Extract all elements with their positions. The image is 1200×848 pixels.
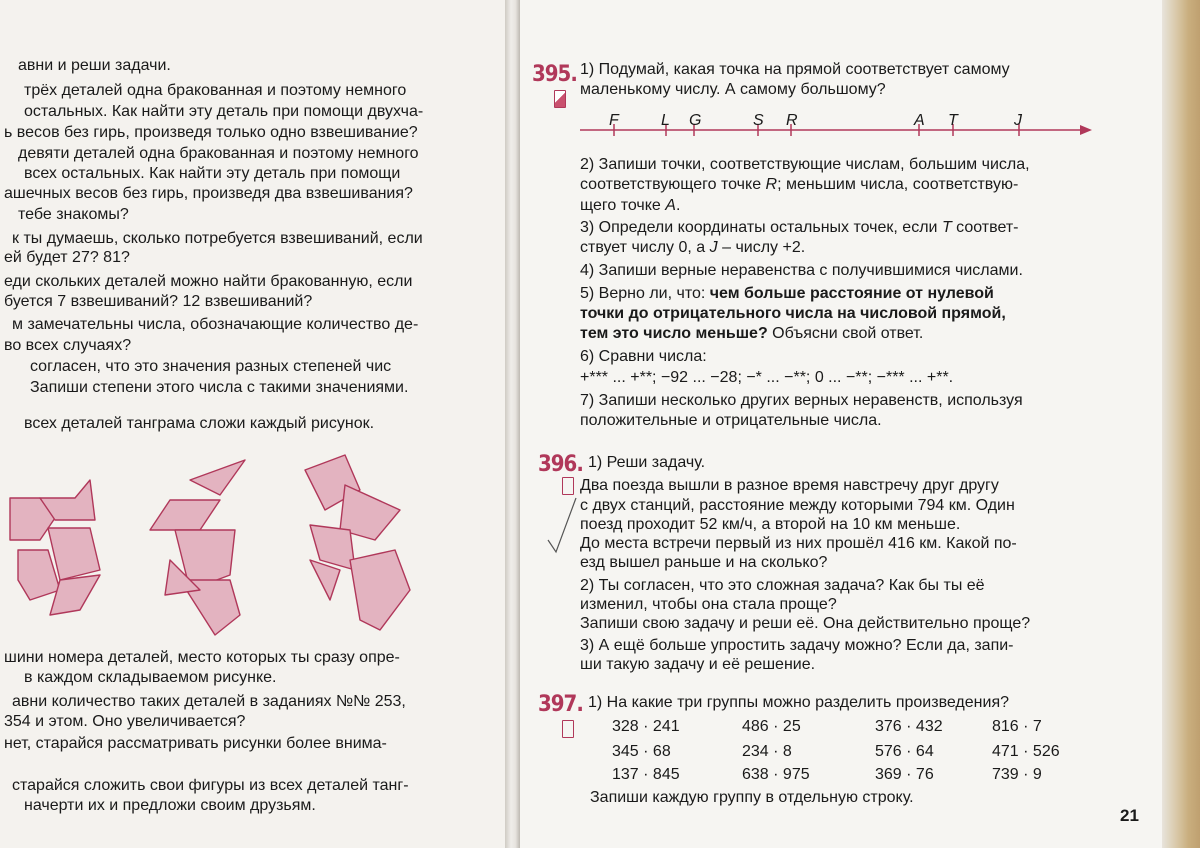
point-label-A: A bbox=[914, 112, 925, 129]
task-396-p3: поезд проходит 52 км/ч, а второй на 10 км меньше. bbox=[580, 516, 961, 533]
point-label-L: L bbox=[661, 112, 670, 129]
tangram-piece bbox=[48, 528, 100, 580]
task-396-q2a: 2) Ты согласен, что это сложная задача? Как бы ты её bbox=[580, 577, 985, 594]
task-395-q3b: ствует числу 0, а bbox=[580, 239, 706, 256]
left-line: девяти деталей одна бракованная и поэтому немного bbox=[18, 145, 419, 162]
point-label-J: J bbox=[1014, 112, 1022, 129]
tangram-figures bbox=[0, 440, 505, 640]
var-A: A bbox=[665, 197, 676, 214]
point-label-R: R bbox=[786, 112, 798, 129]
task-395-q7a: 7) Запиши несколько других верных неравенств, используя bbox=[580, 392, 1023, 409]
task-number-395: 395. bbox=[532, 62, 577, 87]
left-line: ашечных весов без гирь, произведя два взвешивания? bbox=[4, 185, 413, 202]
tangram-piece bbox=[350, 550, 410, 630]
task-396-q3b: ши такую задачу и её решение. bbox=[580, 656, 816, 673]
left-line: буется 7 взвешиваний? 12 взвешиваний? bbox=[4, 293, 313, 310]
left-line: ь весов без гирь, произведя только одно взвешивание? bbox=[4, 124, 418, 141]
task-395-q2a: 2) Запиши точки, соответствующие числам, большим числа, bbox=[580, 156, 1030, 173]
left-line: ей будет 27? 81? bbox=[4, 249, 130, 266]
task-396-q1: 1) Реши задачу. bbox=[588, 454, 706, 471]
left-line: тебе знакомы? bbox=[18, 206, 129, 223]
product-cell: 486 · 25 bbox=[742, 718, 801, 735]
point-label-S: S bbox=[753, 112, 764, 129]
product-cell: 471 · 526 bbox=[992, 743, 1060, 760]
left-line: всех деталей танграма сложи каждый рисунок. bbox=[24, 415, 375, 432]
task-395-q5-line1 bbox=[580, 284, 994, 304]
product-cell: 576 · 64 bbox=[875, 743, 934, 760]
left-line: шини номера деталей, место которых ты сразу опре- bbox=[4, 649, 400, 666]
task-395-q6-expr: +*** ... +**; −92 ... −28; −* ... −**; 0 ... −**; −*** ... +**. bbox=[580, 369, 954, 386]
left-line: авни количество таких деталей в заданиях №№ 253, bbox=[12, 693, 406, 710]
task-395-q2b: соответствующего точке bbox=[580, 176, 762, 193]
task-number-396: 396. bbox=[538, 452, 583, 477]
product-cell: 345 · 68 bbox=[612, 743, 671, 760]
task-396-q2c: Запиши свою задачу и реши её. Она действительно проще? bbox=[580, 615, 1031, 632]
task-395-q5-head: 5) Верно ли, что: bbox=[580, 285, 706, 302]
product-cell: 638 · 975 bbox=[742, 766, 810, 783]
point-label-T: T bbox=[948, 112, 958, 129]
task-396-q3a: 3) А ещё больше упростить задачу можно? Если да, запи- bbox=[580, 637, 1014, 654]
task-395-q2c-line bbox=[580, 196, 680, 216]
left-line: во всех случаях? bbox=[4, 337, 132, 354]
task-395-q5-line3 bbox=[580, 324, 923, 344]
tangram-piece bbox=[18, 550, 60, 600]
point-label-G: G bbox=[689, 112, 702, 129]
task-395-q7b: положительные и отрицательные числа. bbox=[580, 412, 882, 429]
left-line: Запиши степени этого числа с такими значениями. bbox=[30, 379, 409, 396]
product-cell: 376 · 432 bbox=[875, 718, 943, 735]
task-395-q3b-line bbox=[580, 238, 805, 258]
task-396-p1: Два поезда вышли в разное время навстречу друг другу bbox=[580, 477, 999, 494]
left-line: согласен, что это значения разных степеней чис bbox=[30, 358, 392, 375]
task-395-q2c-tail: . bbox=[675, 197, 681, 214]
left-page bbox=[0, 0, 505, 848]
product-cell: 739 · 9 bbox=[992, 766, 1042, 783]
tangram-piece bbox=[190, 460, 245, 495]
product-cell: 369 · 76 bbox=[875, 766, 934, 783]
task-395-q1b: маленькому числу. А самому большому? bbox=[580, 81, 886, 98]
left-line: к ты думаешь, сколько потребуется взвешиваний, если bbox=[12, 230, 423, 247]
task-395-q2b-tail: ; меньшим числа, соответствую- bbox=[777, 176, 1019, 193]
task-395-q2b-line bbox=[580, 175, 1018, 195]
product-cell: 137 · 845 bbox=[612, 766, 680, 783]
task-396-q2b: изменил, чтобы она стала проще? bbox=[580, 596, 837, 613]
right-page bbox=[520, 0, 1200, 848]
product-cell: 328 · 241 bbox=[612, 718, 680, 735]
task-395-q5-tail: Объясни свой ответ. bbox=[772, 325, 924, 342]
page-edge bbox=[1162, 0, 1200, 848]
task-marker-icon bbox=[554, 90, 566, 108]
left-line: еди скольких деталей можно найти бракованную, если bbox=[4, 273, 413, 290]
task-395-q3a-tail: соответ- bbox=[956, 219, 1019, 236]
task-395-q3a-line bbox=[580, 218, 1018, 238]
task-396-p4: До места встречи первый из них прошёл 416 км. Какой по- bbox=[580, 535, 1017, 552]
left-line: старайся сложить свои фигуры из всех деталей танг- bbox=[12, 777, 409, 794]
left-line: в каждом складываемом рисунке. bbox=[24, 669, 277, 686]
left-line: нет, старайся рассматривать рисунки более внима- bbox=[4, 735, 387, 752]
task-395-q5-bold3: тем это число меньше? bbox=[580, 325, 768, 342]
product-cell: 816 · 7 bbox=[992, 718, 1042, 735]
task-marker-icon bbox=[562, 720, 574, 738]
left-line: авни и реши задачи. bbox=[18, 57, 171, 74]
point-label-F: F bbox=[609, 112, 619, 129]
task-397-footer: Запиши каждую группу в отдельную строку. bbox=[590, 789, 914, 806]
task-395-q5-bold2: точки до отрицательного числа на числовой прямой, bbox=[580, 305, 1006, 322]
left-line: трёх деталей одна бракованная и поэтому немного bbox=[24, 82, 407, 99]
left-line: всех остальных. Как найти эту деталь при помощи bbox=[24, 165, 401, 182]
tangram-piece bbox=[310, 560, 340, 600]
left-line: начерти их и предложи своим друзьям. bbox=[24, 797, 316, 814]
task-395-q6: 6) Сравни числа: bbox=[580, 348, 707, 365]
left-line: остальных. Как найти эту деталь при помощи двухча- bbox=[24, 103, 424, 120]
task-395-q3a: 3) Определи координаты остальных точек, если bbox=[580, 219, 938, 236]
task-395-q5-bold1: чем больше расстояние от нулевой bbox=[709, 285, 994, 302]
product-cell: 234 · 8 bbox=[742, 743, 792, 760]
task-395-q2c: щего точке bbox=[580, 197, 661, 214]
var-J: J bbox=[709, 239, 718, 256]
checkmark-icon bbox=[542, 490, 582, 570]
left-line: м замечательны числа, обозначающие количество де- bbox=[12, 316, 419, 333]
left-line: 354 и этом. Оно увеличивается? bbox=[4, 713, 246, 730]
task-397-q1: 1) На какие три группы можно разделить произведения? bbox=[588, 694, 1009, 711]
var-T: T bbox=[941, 219, 952, 236]
task-396-p2: с двух станций, расстояние между которыми 794 км. Один bbox=[580, 497, 1015, 514]
var-R: R bbox=[765, 176, 778, 193]
page-number: 21 bbox=[1120, 806, 1139, 825]
task-395-q3b-tail: – числу +2. bbox=[722, 239, 806, 256]
task-396-p5: езд вышел раньше и на сколько? bbox=[580, 554, 828, 571]
tangram-piece bbox=[150, 500, 220, 530]
task-395-q1a: 1) Подумай, какая точка на прямой соответствует самому bbox=[580, 61, 1010, 78]
task-number-397: 397. bbox=[538, 692, 583, 717]
book-gutter bbox=[505, 0, 520, 848]
task-395-q4: 4) Запиши верные неравенства с получившимися числами. bbox=[580, 262, 1023, 279]
